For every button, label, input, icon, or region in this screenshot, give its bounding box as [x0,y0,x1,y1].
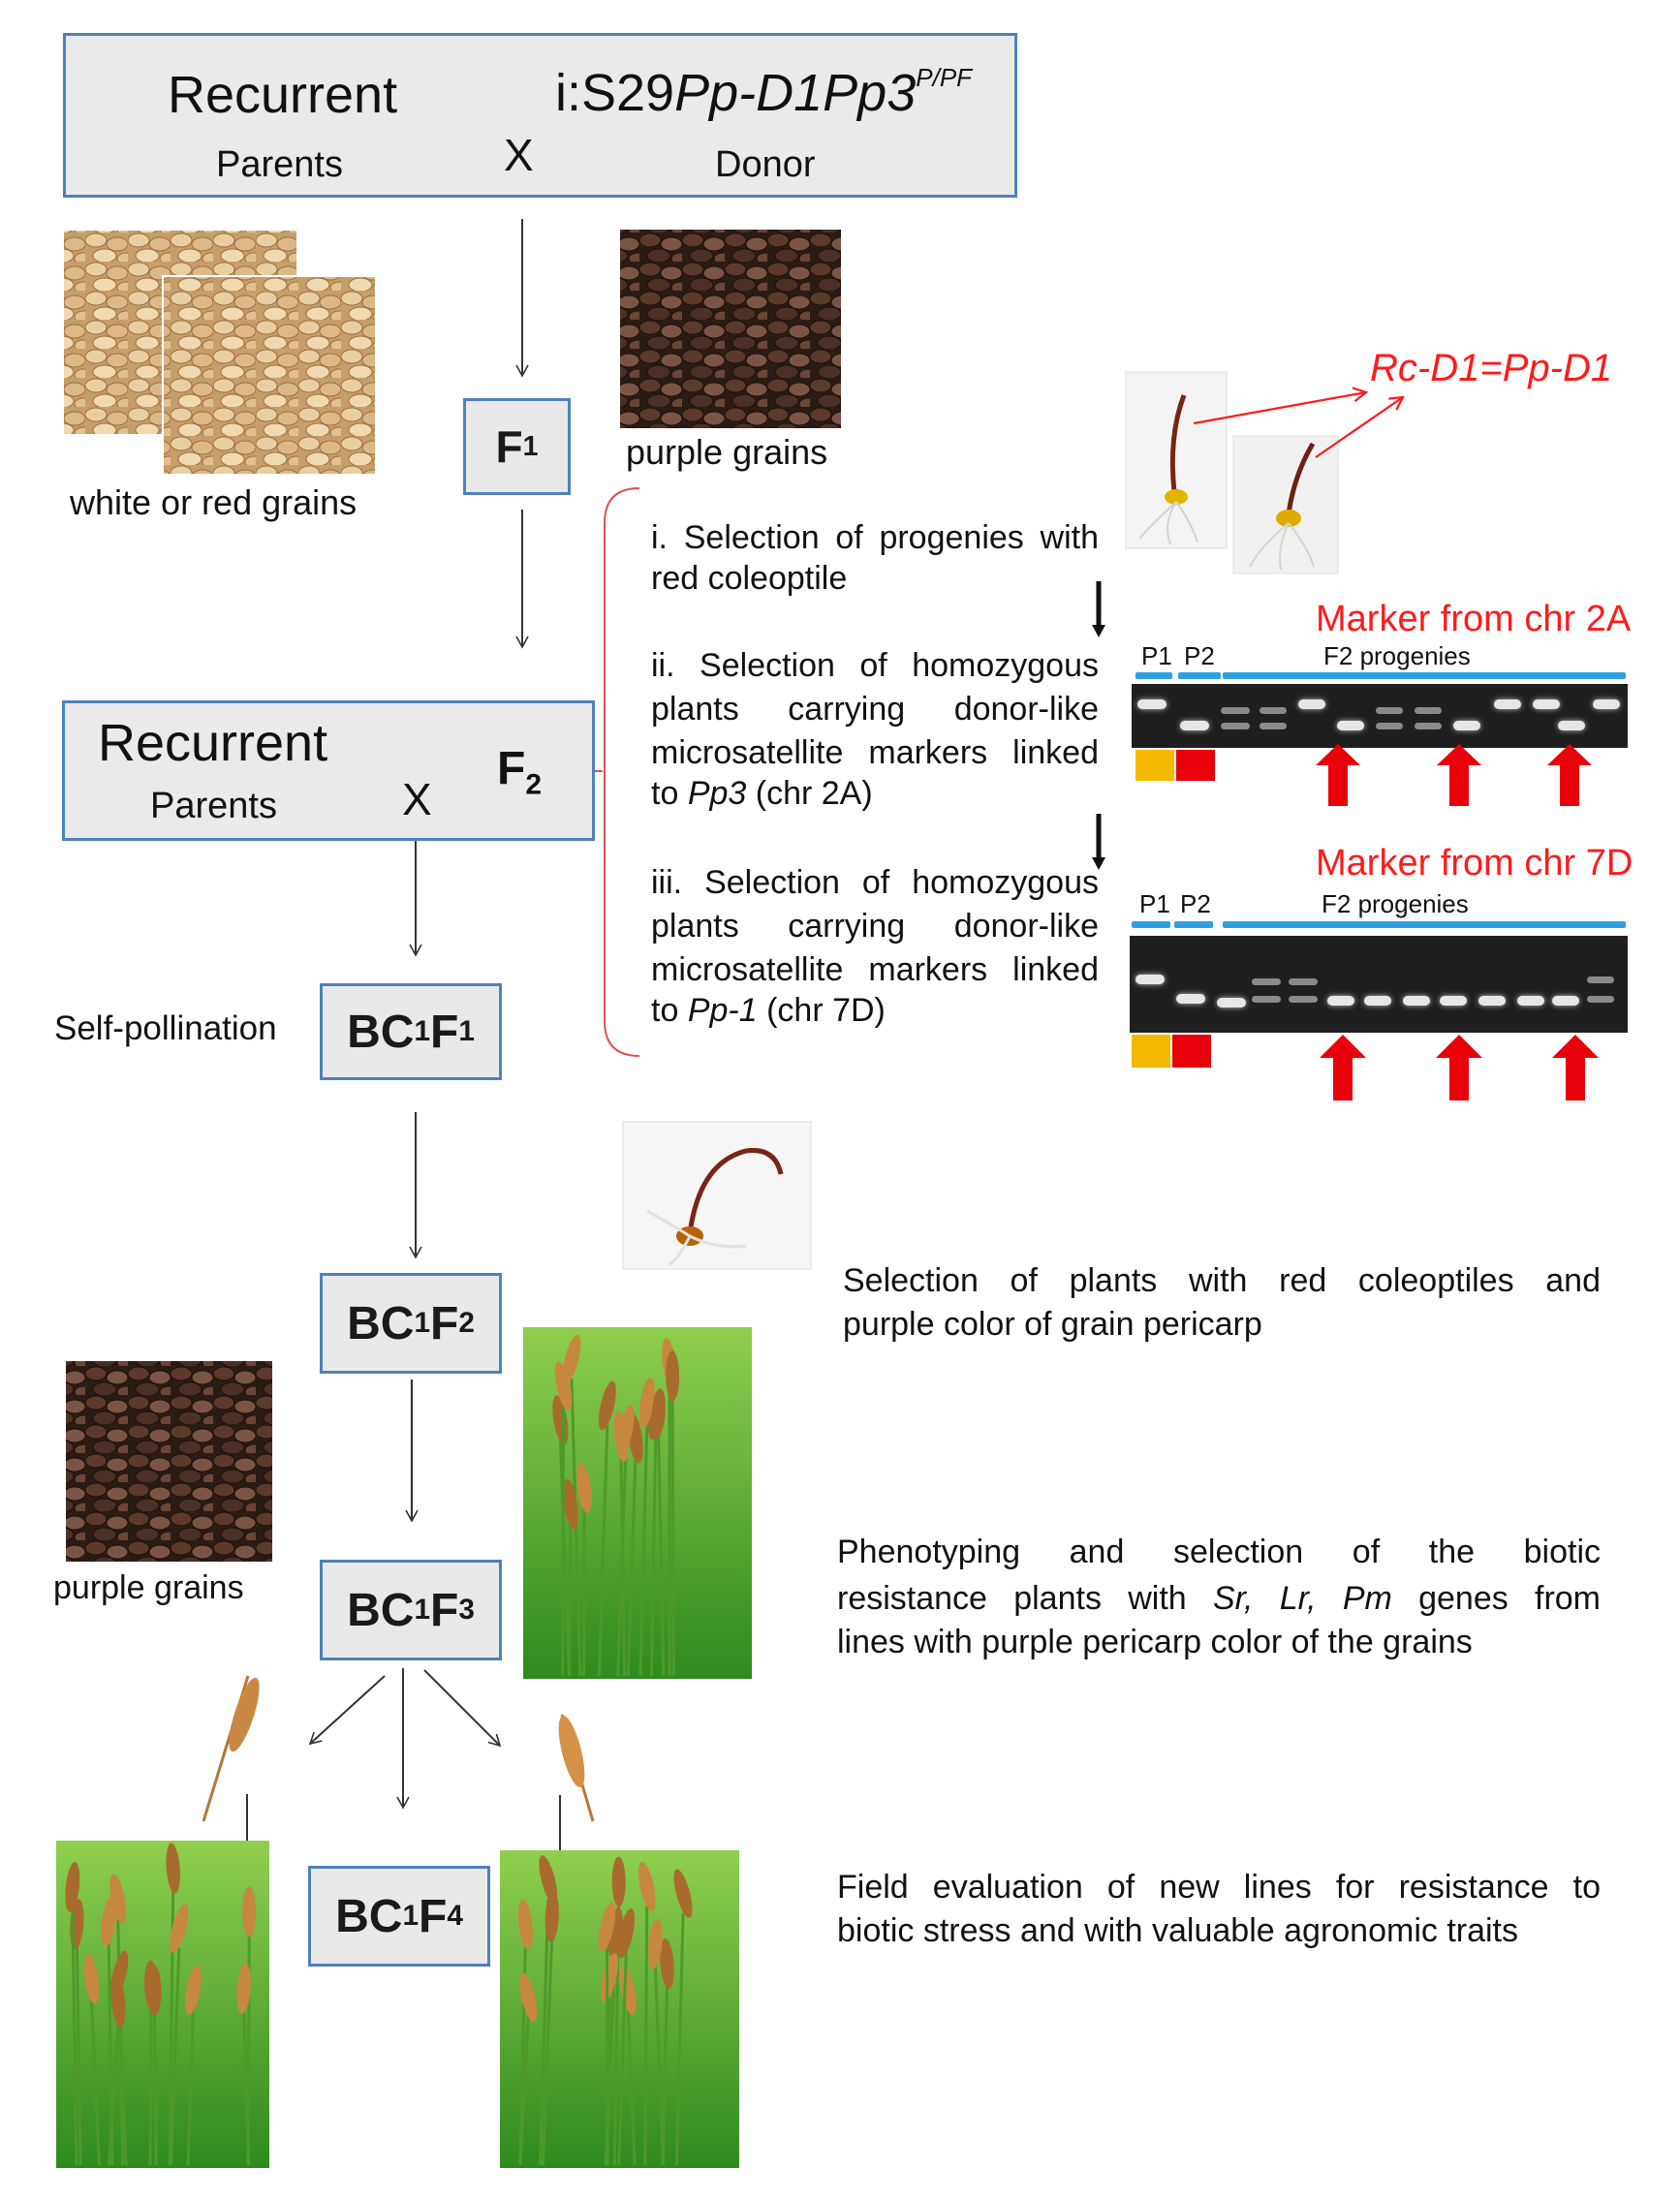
f-label: F [430,1584,459,1636]
cross-x-2: X [402,774,432,824]
bc-subscript: 1 [414,1015,430,1047]
parents-label: Parents [216,144,343,185]
gel2-title: Marker from chr 7D [1316,843,1633,884]
step-iii-line2: plants carrying donor-like [651,908,1099,945]
f-subscript: 1 [458,1015,475,1047]
gel2-selected-arrows [1320,1035,1599,1100]
to-text: to [651,775,688,812]
self-pollination-label: Self-pollination [54,1009,277,1047]
donor-prefix: i:S29 [555,64,675,122]
genes-from-text: genes from [1391,1580,1602,1617]
bc-label: BC [347,1297,415,1349]
desc-bc1f2-line1: Selection of plants with red coleoptiles and [843,1262,1601,1299]
to-text: to [651,992,688,1029]
f1-label: F [495,421,523,472]
pp1-gene: Pp-1 [687,992,758,1029]
step-iii-line3: microsatellite markers linked [651,951,1099,988]
resistance-genes: Sr, Lr, Pm [1212,1580,1392,1617]
bc-label: BC [347,1006,415,1058]
chr-text: (chr 2A) [746,775,873,812]
pp3-gene: Pp3 [687,775,747,812]
resistance-text: resistance plants with [837,1580,1213,1617]
bc-label: BC [335,1890,403,1942]
gene-label: Rc-D1=Pp-D1 [1370,347,1613,389]
f-subscript: 3 [458,1594,475,1626]
gel1-selected-arrows [1316,744,1592,806]
chr-text: (chr 7D) [757,992,886,1029]
donor-label: Donor [715,144,816,185]
step-ii-line1: ii. Selection of homozygous [651,647,1099,684]
gel2-p1: P1 [1139,889,1170,918]
purple-grains-caption-top: purple grains [626,432,828,472]
f-label: F [419,1890,448,1942]
gel1-progenies: F2 progenies [1323,641,1471,670]
f-subscript: 4 [447,1900,463,1932]
step-ii-line3: microsatellite markers linked [651,734,1099,771]
step-ii-line2: plants carrying donor-like [651,691,1099,728]
gel2-progenies: F2 progenies [1322,889,1469,918]
f-label: F [430,1006,459,1058]
desc-bc1f4-line1: Field evaluation of new lines for resistance to [837,1869,1601,1906]
bc-subscript: 1 [414,1307,430,1339]
recurrent-label: Recurrent [168,66,398,124]
bc-label: BC [347,1584,415,1636]
f-label: F [430,1297,459,1349]
bc-subscript: 1 [414,1594,430,1626]
step-i-line1: i. Selection of progenies with [651,519,1099,556]
desc-bc1f2-line2: purple color of grain pericarp [843,1306,1262,1343]
donor-allele: P/PF [916,63,973,92]
purple-grains-caption-left: purple grains [53,1569,244,1606]
gel1-title: Marker from chr 2A [1316,599,1632,639]
donor-gene: Pp-D1Pp3 [674,64,917,122]
step-i-line2: red coleoptile [651,560,848,597]
desc-bc1f3-line3: lines with purple pericarp color of the grains [837,1624,1473,1660]
desc-bc1f4-line2: biotic stress and with valuable agronomic traits [837,1912,1518,1949]
step-iii-line1: iii. Selection of homozygous [651,864,1099,901]
f1-subscript: 1 [522,430,539,462]
parents-label-2: Parents [150,786,277,826]
recurrent-label-2: Recurrent [98,714,328,772]
bc-subscript: 1 [402,1900,419,1932]
white-red-grains-caption: white or red grains [70,482,358,522]
desc-bc1f3-line1: Phenotyping and selection of the biotic [837,1534,1601,1570]
cross-x: X [504,130,534,180]
gel1-p2: P2 [1184,641,1215,670]
f2-main: F [497,743,526,794]
f-subscript: 2 [458,1307,475,1339]
f2-subscript: 2 [525,768,543,801]
gel1-p1: P1 [1141,641,1172,670]
gel2-p2: P2 [1180,889,1211,918]
desc-bc1f3-line2 [837,1577,1601,1621]
